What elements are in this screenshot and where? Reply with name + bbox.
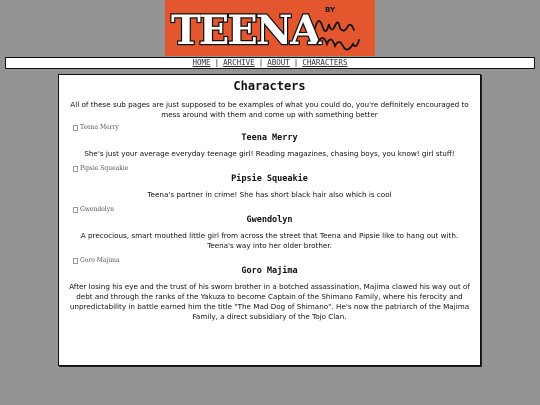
nav-characters-link[interactable]: CHARACTERS [302,58,348,67]
top-navigation [5,57,535,69]
svg-text:BY: BY [325,6,336,14]
nav-separator: | [258,58,264,67]
character-name: Gwendolyn [246,215,293,225]
character-entry [67,165,472,200]
image-alt-text: Pipsie Squeakie [80,165,129,172]
character-description: Teena's partner in crime! She has short black hair also which is cool [147,190,392,199]
svg-text:TEENA: TEENA [171,7,320,54]
broken-image-icon [73,258,78,264]
character-description: After losing his eye and the trust of his sworn brother in a botched assassination, Majima clawed his way out of debt and through the ranks of the Yakuza to become Captain of the Shimano Family, where his ferocity and unpredictability in battle earned him the title "The Mad Dog of Shimano". He's now the patriarch of the Majima Family, a direct subsidiary of the Tojo Clan. [69,282,470,321]
page-title: Characters [233,79,306,93]
broken-image-icon [73,207,78,213]
nav-separator: | [293,58,299,67]
broken-image-icon [73,125,78,131]
nav-archive-link[interactable]: ARCHIVE [223,58,255,67]
nav-separator: | [214,58,220,67]
broken-image-icon [73,166,78,172]
characters-panel [58,74,481,366]
character-image [73,206,114,213]
image-alt-text: Goro Majima [80,257,120,264]
character-description: She's just your average everyday teenage girl! Reading magazines, chasing boys, you know! girl stuff! [84,149,455,158]
character-name: Goro Majima [241,266,298,276]
character-entry [67,257,472,322]
nav-home-link[interactable]: HOME [192,58,211,67]
image-alt-text: Teena Merry [80,124,119,131]
character-entry [67,206,472,251]
image-alt-text: Gwendolyn [80,206,114,213]
character-description: A precocious, smart mouthed little girl from across the street that Teena and Pipsie like to hang out with. Teena's way into her older brother. [80,231,459,250]
character-name: Teena Merry [241,133,298,143]
nav-about-link[interactable]: ABOUT [267,58,290,67]
character-image [73,124,119,131]
site-banner-logo [165,0,375,56]
character-image [73,165,128,172]
intro-text: All of these sub pages are just supposed to be examples of what you could do, you're definitely encouraged to mess around with them and come up with something better [70,100,469,119]
character-image [73,257,120,264]
character-entry [67,124,472,159]
character-name: Pipsie Squeakie [231,174,308,184]
